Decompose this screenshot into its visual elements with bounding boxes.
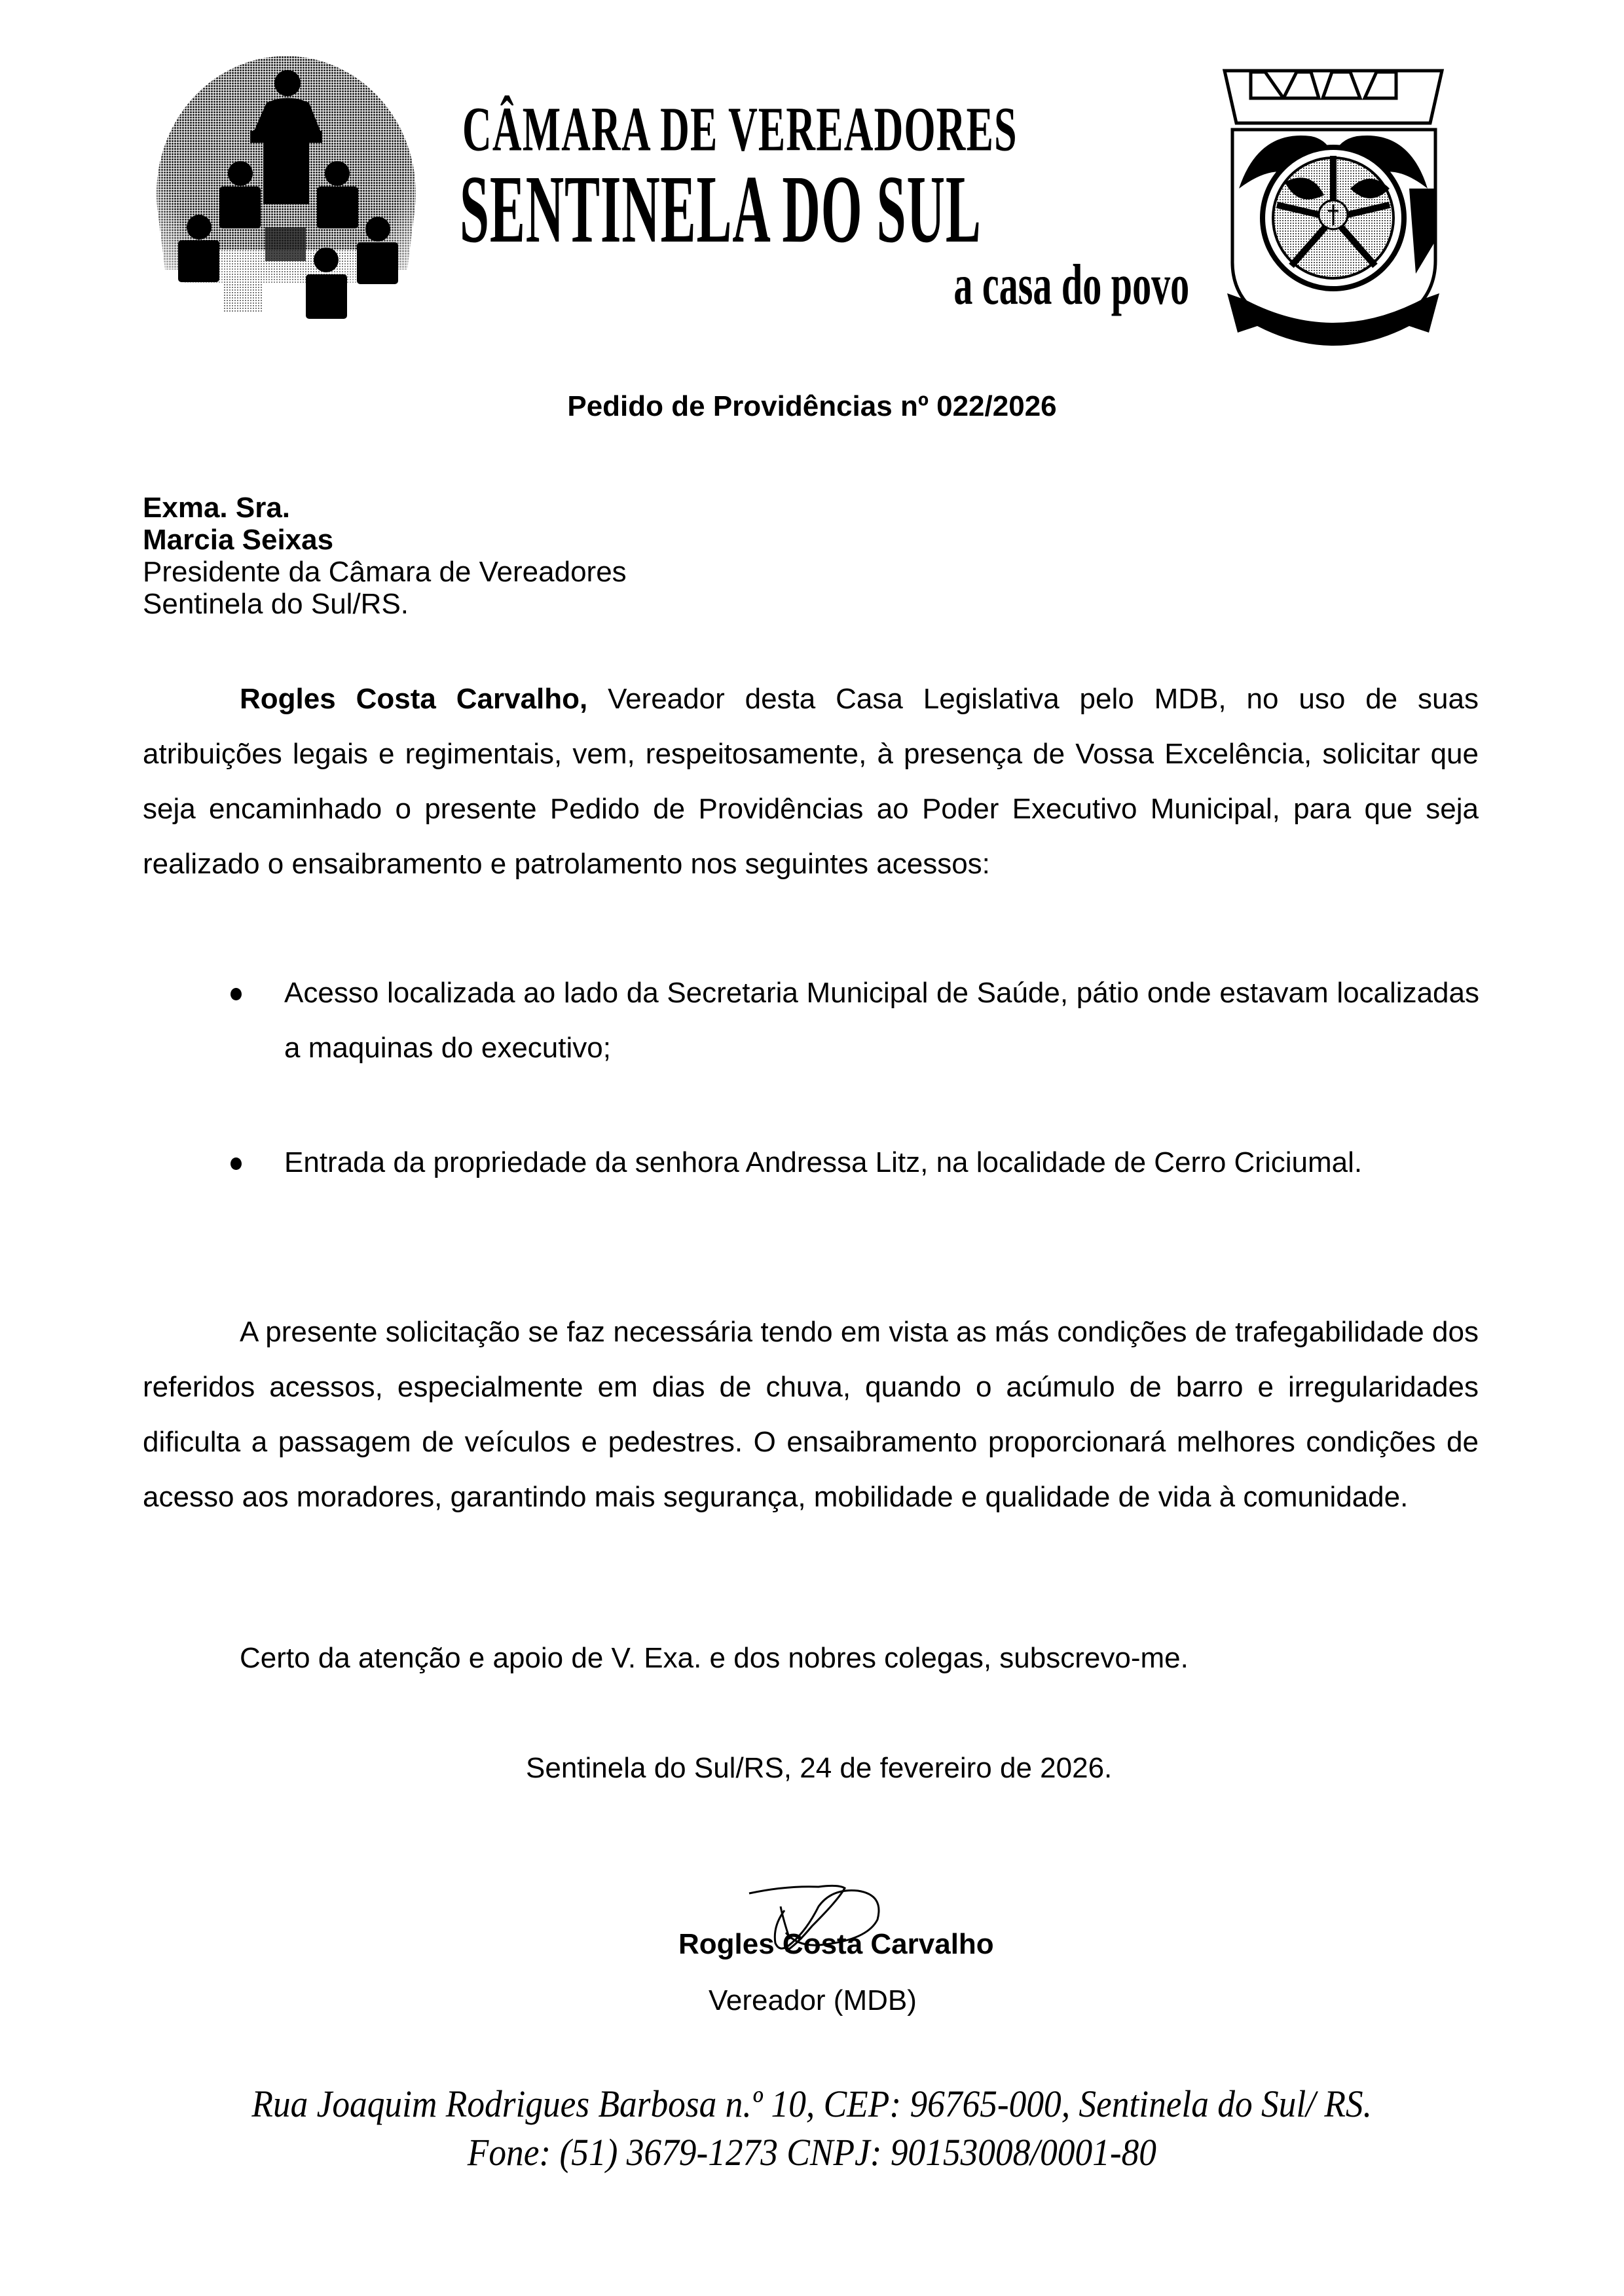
footer-contact-text: Fone: (51) 3679-1273 CNPJ: 90153008/0001-80 xyxy=(467,2131,1157,2174)
justification-paragraph: A presente solicitação se faz necessária tendo em vista as más condições de trafegabilidade dos referidos acessos, especialmente em dias de chuva, quando o acúmulo de barro e irregularidades dificulta a passagem de veículos e pedestres. O ensaibramento proporcionará melhores condições de acesso aos moradores, garantindo mais segurança, mobilidade e qualidade de vida à comunidade. xyxy=(143,1316,1479,1513)
access-item-text: Acesso localizada ao lado da Secretaria Municipal de Saúde, pátio onde estavam localizadas a maquinas do executivo; xyxy=(284,977,1479,1064)
author-name: Rogles Costa Carvalho, xyxy=(240,683,588,715)
intro-paragraph xyxy=(143,672,1479,892)
footer-address xyxy=(0,2082,1624,2126)
recipient-name: Marcia Seixas xyxy=(143,524,334,556)
council-logo xyxy=(145,54,427,322)
footer-address-text: Rua Joaquim Rodrigues Barbosa n.º 10, CEP: 96765-000, Sentinela do Sul/ RS. xyxy=(251,2083,1373,2125)
institution-name-line1: CÂMARA DE VEREADORES xyxy=(462,94,1018,164)
signer-name: Rogles Costa Carvalho xyxy=(678,1928,994,1960)
place-and-date: Sentinela do Sul/RS, 24 de fevereiro de 2026. xyxy=(526,1752,1113,1784)
recipient-location: Sentinela do Sul/RS. xyxy=(143,588,409,620)
access-list xyxy=(284,966,1479,1076)
document-title: Pedido de Providências nº 022/2026 xyxy=(567,390,1057,422)
access-list-item xyxy=(284,966,1479,1076)
bullet-icon xyxy=(231,1157,242,1170)
signer-role: Vereador (MDB) xyxy=(709,1984,917,2016)
access-list-continued xyxy=(284,1135,1479,1190)
closing-sentence: Certo da atenção e apoio de V. Exa. e dos nobres colegas, subscrevo-me. xyxy=(240,1642,1189,1674)
institution-slogan: a casa do povo xyxy=(953,253,1189,317)
institution-name-line2: SENTINELA DO SUL xyxy=(460,156,982,263)
bullet-icon xyxy=(231,988,242,1000)
access-list-item xyxy=(284,1135,1479,1190)
access-item-text: Entrada da propriedade da senhora Andressa Litz, na localidade de Cerro Criciumal. xyxy=(284,1146,1363,1178)
footer-contact xyxy=(0,2130,1624,2174)
municipal-coat-of-arms-icon xyxy=(1219,58,1447,351)
intro-text: Vereador desta Casa Legislativa pelo MDB, no uso de suas atribuições legais e regimentais, vem, respeitosamente, à presença de Vossa Excelência, solicitar que seja encaminhado o presente Pedido de Providências ao Poder Executivo Municipal, para que seja realizado o ensaibramento e patrolamento nos seguintes acessos: xyxy=(143,683,1479,880)
recipient-position: Presidente da Câmara de Vereadores xyxy=(143,556,627,588)
recipient-salutation: Exma. Sra. xyxy=(143,492,291,524)
